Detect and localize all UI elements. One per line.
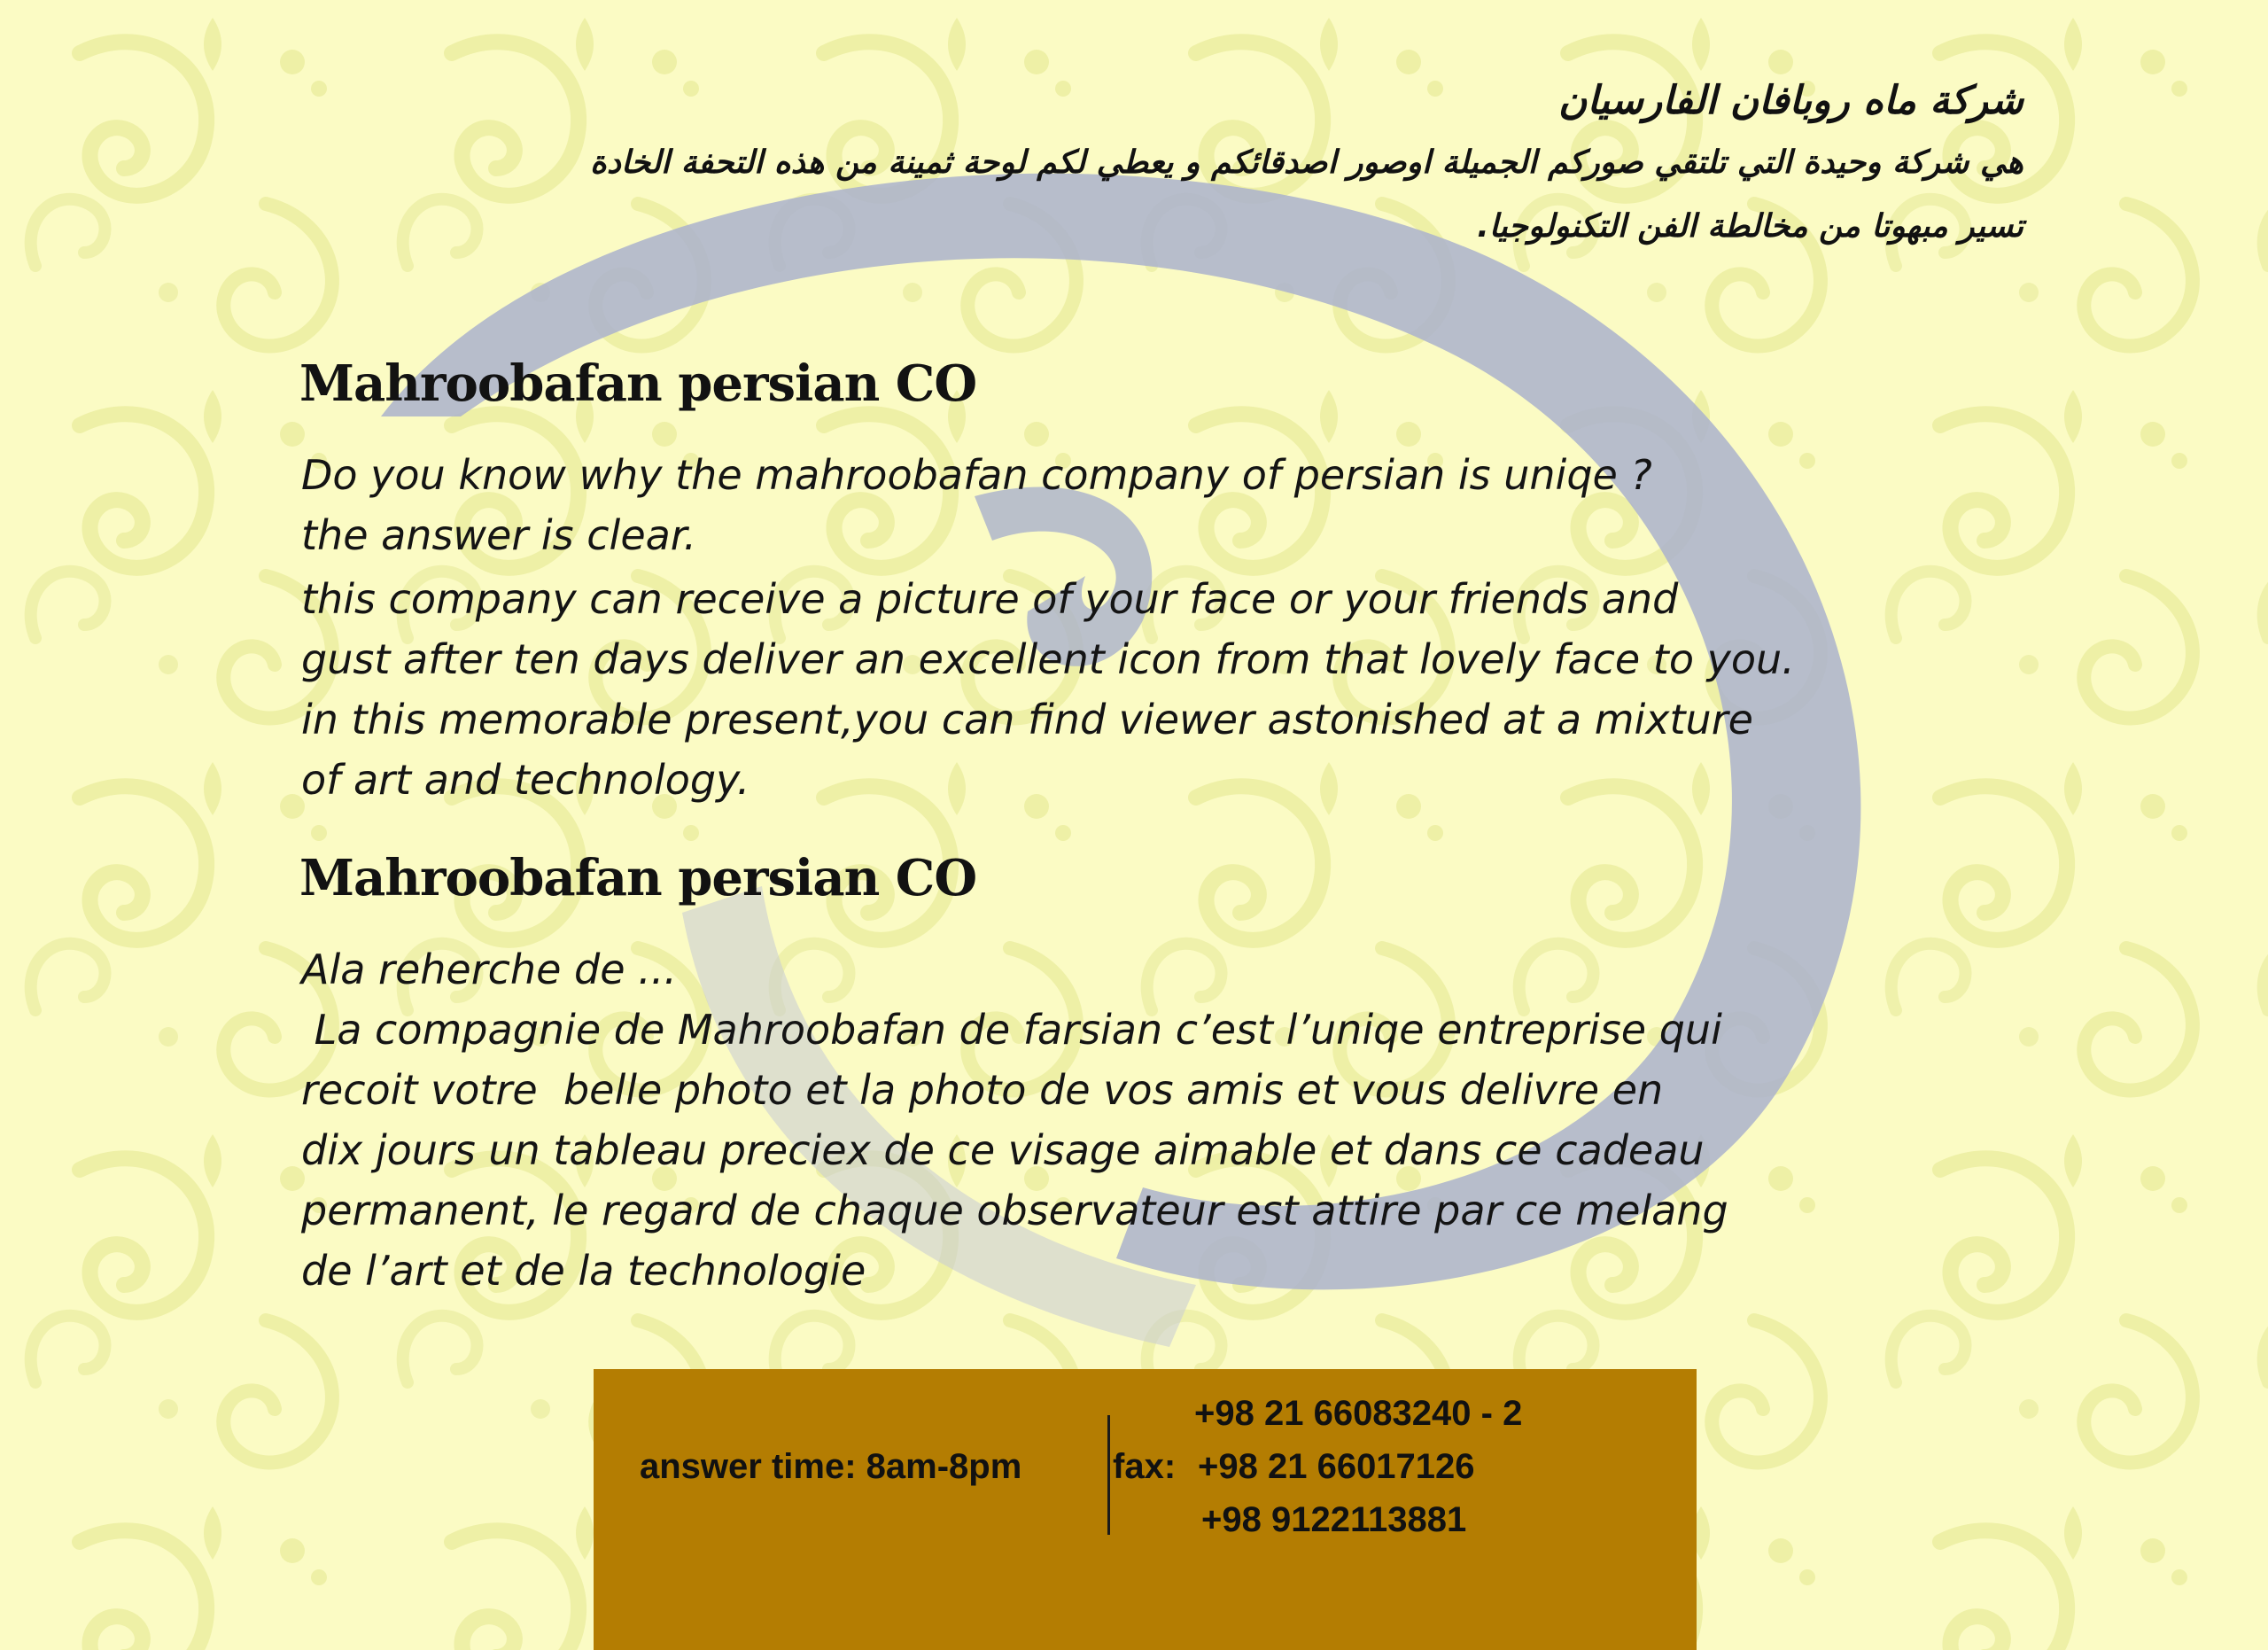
french-paragraph (301, 939, 2038, 1301)
french-line: La compagnie de Mahroobafan de farsian c’est l’uniqe entreprise qui (301, 1006, 1722, 1054)
fax-number: +98 21 66017126 (1198, 1447, 1475, 1486)
arabic-title: شركة ماه روبافان الفارسيان (1558, 78, 2023, 123)
contact-divider (1107, 1415, 1110, 1535)
fax-label: fax: (1113, 1447, 1177, 1486)
arabic-line-2: تسير مبهوتا من مخالطة الفن التكنولوجيا. (1477, 208, 2023, 245)
french-line: recoit votre belle photo et la photo de vos amis et vous delivre en (301, 1066, 1664, 1114)
french-heading: Mahroobafan persian CO (299, 849, 977, 907)
french-line: permanent, le regard de chaque observateur est attire par ce melang (301, 1187, 1728, 1234)
french-line: dix jours un tableau preciex de ce visage aimable et dans ce cadeau (301, 1126, 1705, 1174)
answer-time: answer time: 8am-8pm (640, 1447, 1022, 1486)
arabic-line-1: هي شركة وحيدة التي تلتقي صوركم الجميلة اوصور اصدقائكم و يعطي لكم لوحة ثمينة من هذه التحفة الخادة (589, 144, 2023, 181)
contact-box (594, 1369, 1697, 1650)
english-line: of art and technology. (301, 756, 750, 804)
phone-number-1: +98 21 66083240 - 2 (1194, 1394, 1523, 1433)
english-heading: Mahroobafan persian CO (299, 354, 977, 413)
english-line: this company can receive a picture of your face or your friends and (301, 575, 1679, 623)
english-line: gust after ten days deliver an excellent icon from that lovely face to you. (301, 635, 1795, 683)
mobile-number: +98 9122113881 (1201, 1500, 1467, 1539)
english-line: in this memorable present,you can find viewer astonished at a mixture (301, 696, 1753, 743)
arabic-intro (287, 71, 2023, 259)
english-line: the answer is clear. (301, 511, 697, 559)
french-line: Ala reherche de ... (301, 946, 677, 993)
english-line: Do you know why the mahroobafan company of persian is uniqe ? (301, 451, 1652, 499)
french-line: de l’art et de la technologie (301, 1247, 866, 1295)
english-paragraph (301, 445, 2038, 810)
